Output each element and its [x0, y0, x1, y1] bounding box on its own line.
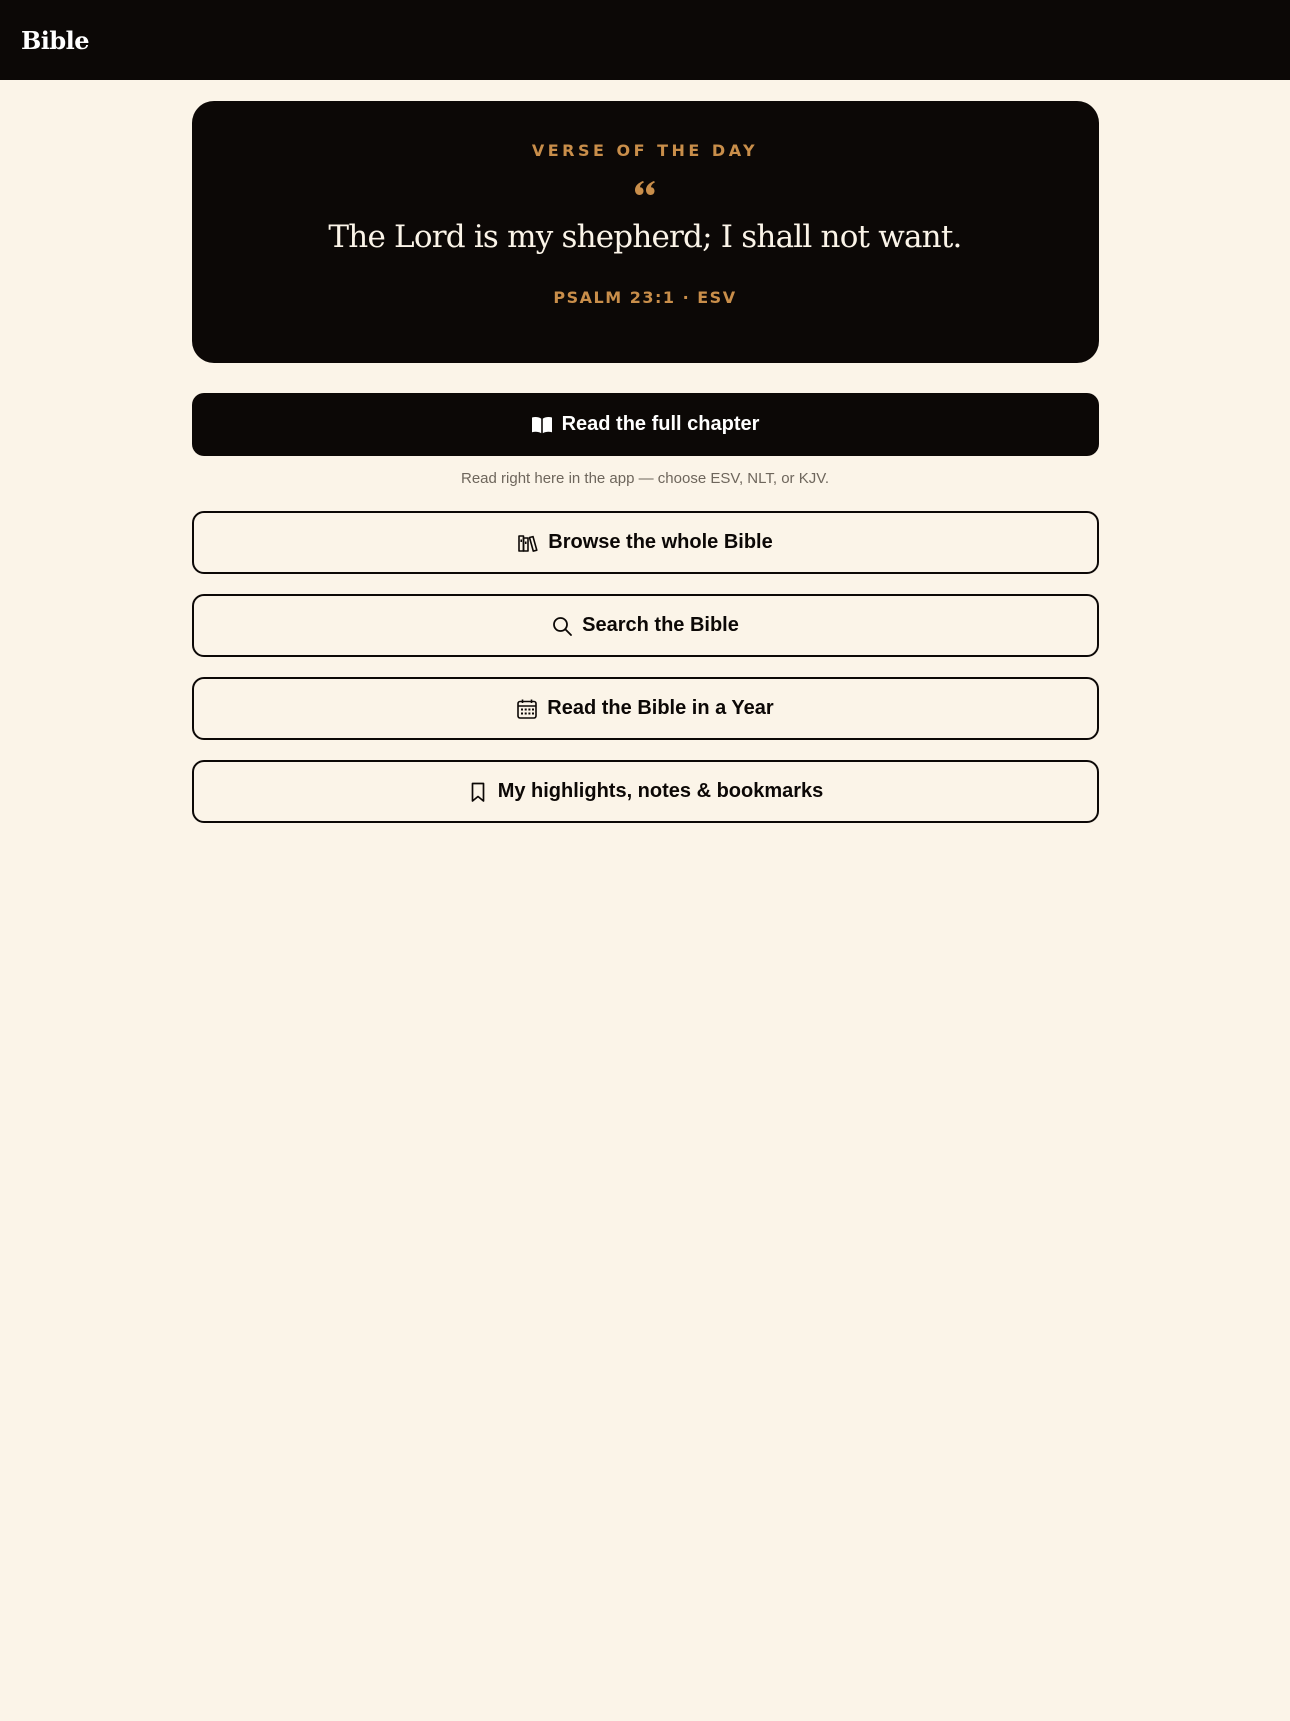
bookshelf-icon [517, 532, 539, 554]
bible-in-a-year-button[interactable] [192, 677, 1099, 740]
main-content [192, 101, 1099, 823]
browse-bible-label: Browse the whole Bible [548, 531, 773, 553]
search-bible-button[interactable] [192, 594, 1099, 657]
bible-in-a-year-label: Read the Bible in a Year [547, 697, 774, 719]
verse-of-the-day-card [192, 101, 1099, 363]
quote-icon [635, 181, 655, 195]
highlights-notes-bookmarks-button[interactable] [192, 760, 1099, 823]
verse-reference: PSALM 23:1 · ESV [553, 288, 737, 307]
top-bar [0, 0, 1290, 80]
browse-bible-button[interactable] [192, 511, 1099, 574]
open-book-icon [531, 414, 553, 436]
verse-text: The Lord is my shepherd; I shall not want. [328, 219, 962, 255]
app-title[interactable]: Bible [21, 25, 90, 55]
translation-helper-text: Read right here in the app — choose ESV, NLT, or KJV. [461, 470, 829, 487]
read-full-chapter-button[interactable] [192, 393, 1099, 456]
read-full-chapter-label: Read the full chapter [561, 413, 760, 435]
calendar-icon [516, 698, 538, 720]
search-icon [551, 615, 573, 637]
verse-of-the-day-label: VERSE OF THE DAY [531, 141, 759, 160]
search-bible-label: Search the Bible [582, 614, 739, 636]
bookmark-icon [467, 781, 489, 803]
highlights-notes-bookmarks-label: My highlights, notes & bookmarks [497, 780, 824, 802]
